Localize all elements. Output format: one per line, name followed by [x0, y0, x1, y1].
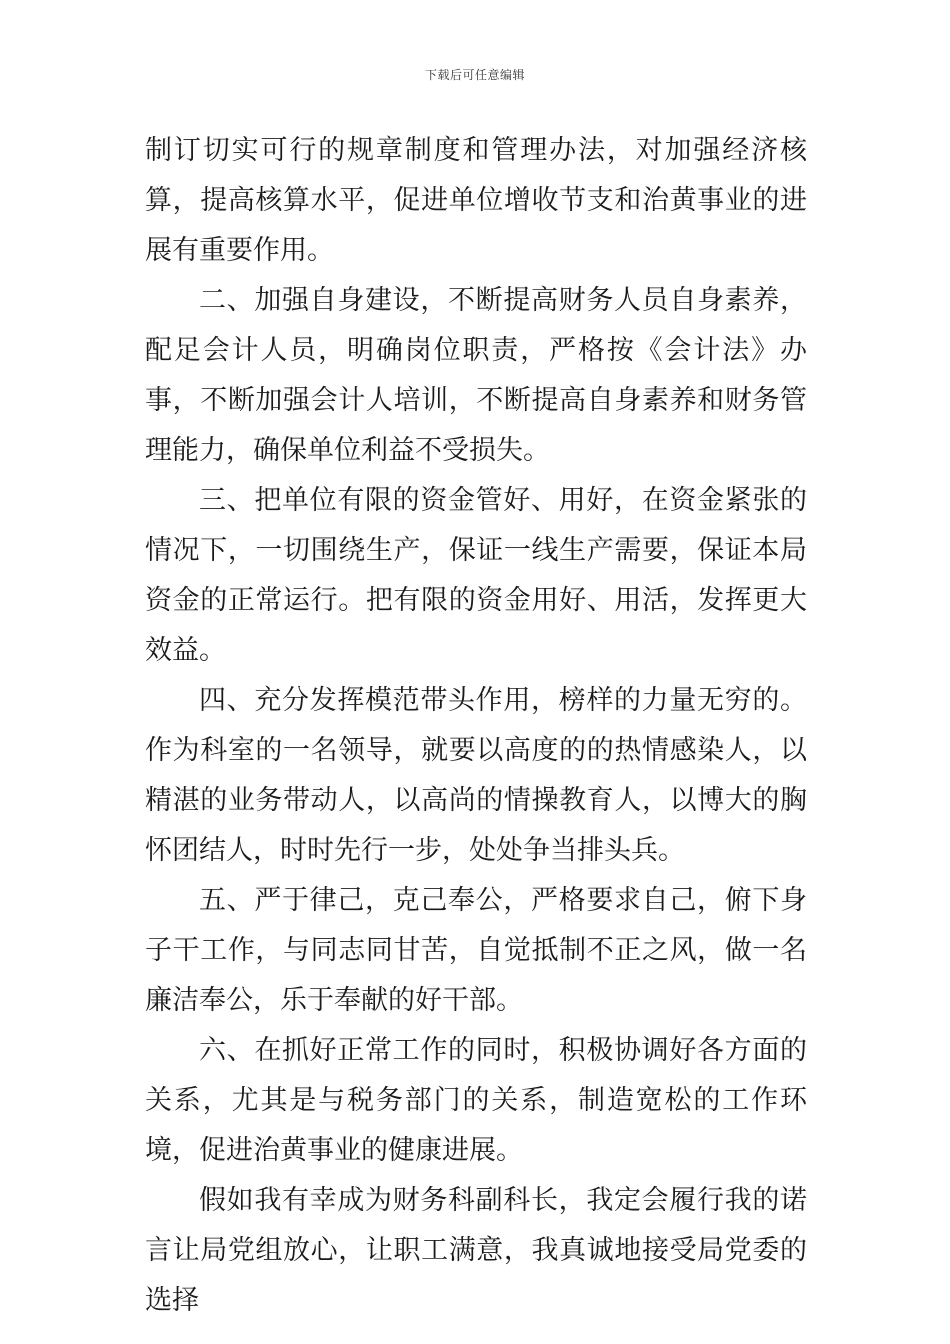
paragraph-item-4: 四、充分发挥模范带头作用，榜样的力量无穷的。作为科室的一名领导，就要以高度的的热情感染人，以精湛的业务带动人，以高尚的情操教育人，以博大的胸怀团结人，时时先行一步，处处争当排头兵。	[145, 685, 807, 866]
document-body	[145, 126, 807, 1326]
paragraph-item-5: 五、严于律己，克己奉公，严格要求自己，俯下身子干工作，与同志同甘苦，自觉抵制不正之风，做一名廉洁奉公，乐于奉献的好干部。	[145, 885, 807, 1016]
paragraph-item-6: 六、在抓好正常工作的同时，积极协调好各方面的关系，尤其是与税务部门的关系，制造宽松的工作环境，促进治黄事业的健康进展。	[145, 1035, 807, 1166]
paragraph-intro-continuation: 制订切实可行的规章制度和管理办法，对加强经济核算，提高核算水平，促进单位增收节支和治黄事业的进展有重要作用。	[145, 135, 807, 266]
page-header: 下载后可任意编辑	[424, 68, 525, 82]
paragraph-item-3: 三、把单位有限的资金管好、用好，在资金紧张的情况下，一切围绕生产，保证一线生产需要，保证本局资金的正常运行。把有限的资金用好、用活，发挥更大效益。	[145, 485, 807, 666]
paragraph-item-2: 二、加强自身建设，不断提高财务人员自身素养，配足会计人员，明确岗位职责，严格按《会计法》办事，不断加强会计人培训，不断提高自身素养和财务管理能力，确保单位利益不受损失。	[145, 285, 807, 466]
paragraph-conclusion: 假如我有幸成为财务科副科长，我定会履行我的诺言让局党组放心，让职工满意，我真诚地接受局党委的选择	[145, 1185, 807, 1316]
